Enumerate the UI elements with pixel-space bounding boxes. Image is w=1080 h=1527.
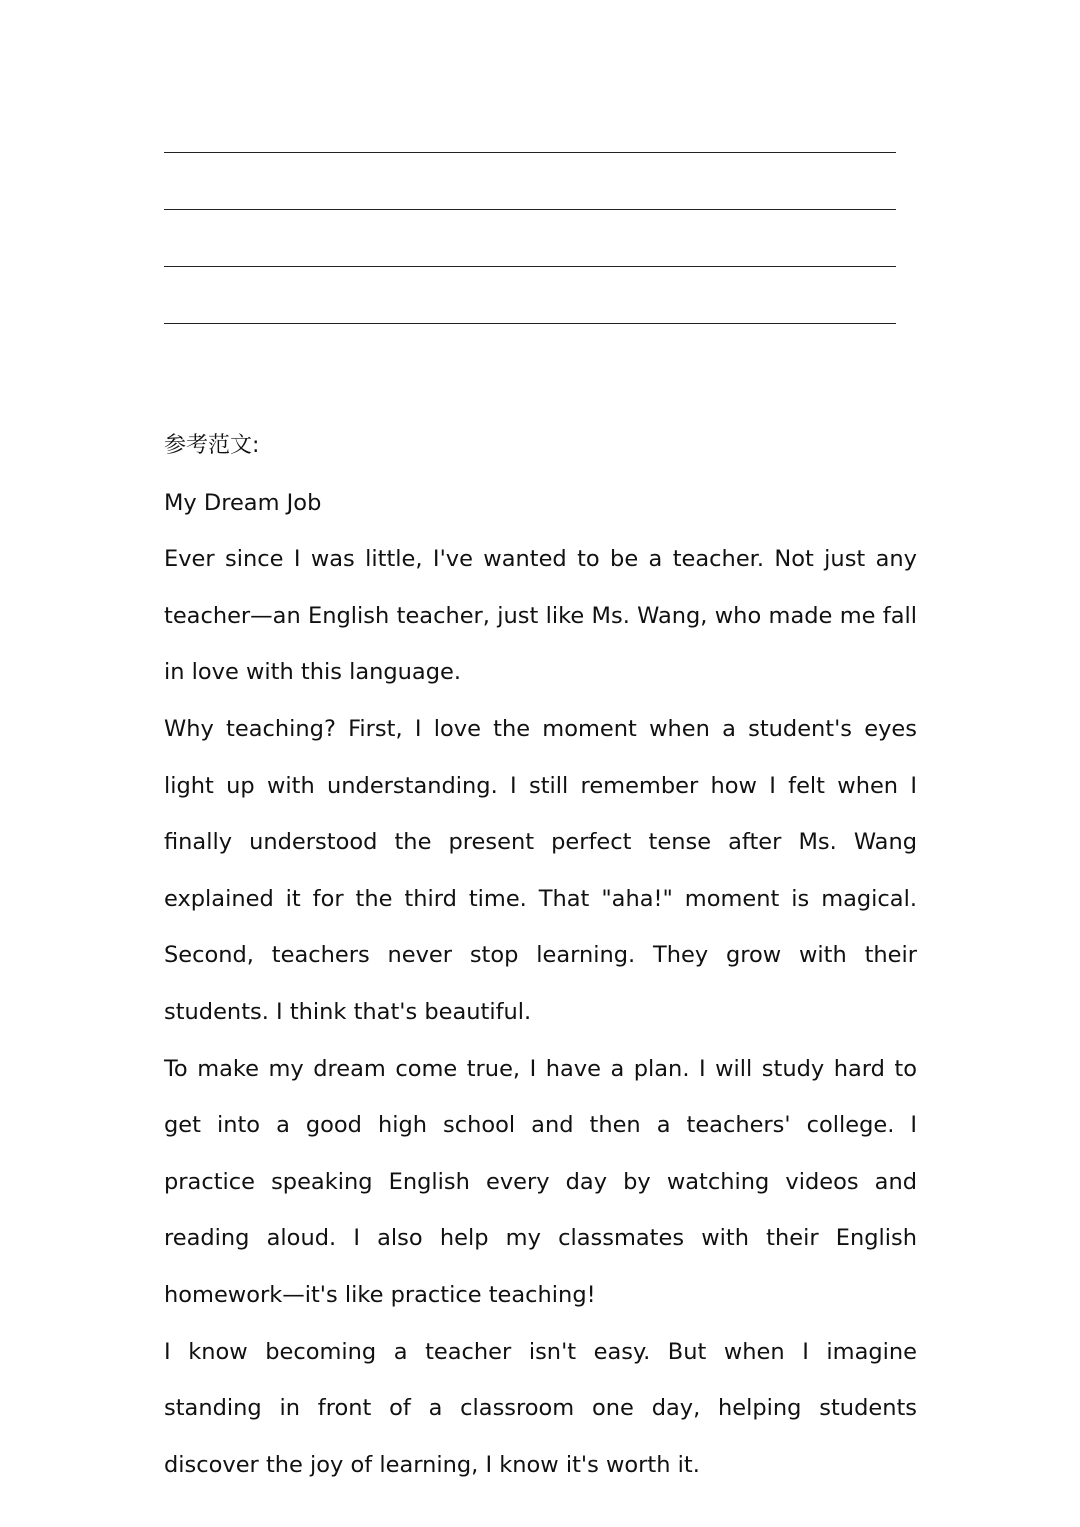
answer-line[interactable] [164, 152, 896, 153]
answer-lines [164, 152, 896, 380]
essay-paragraph: Why teaching? First, I love the moment when a student's eyes light up with understanding. I still remember how I felt when I finally understood the present perfect tense after Ms. Wang explained it for the third time. That "aha!" moment is magical. Second, teachers never stop learning. They grow with their students. I think that's beautiful. [164, 715, 917, 1025]
answer-line[interactable] [164, 266, 896, 267]
essay-paragraph: Ever since I was little, I've wanted to be a teacher. Not just any teacher—an English teacher, just like Ms. Wang, who made me fall in love with this language. [164, 546, 917, 686]
essay-title: My Dream Job [164, 489, 322, 516]
essay-paragraph: To make my dream come true, I have a plan. I will study hard to get into a good high school and then a teachers' college. I practice speaking English every day by watching videos and reading aloud. I also help my classmates with their English homework—it's like practice teaching! [164, 1055, 917, 1308]
answer-line[interactable] [164, 209, 896, 210]
essay-paragraph: I know becoming a teacher isn't easy. But when I imagine standing in front of a classroom one day, helping students discover the joy of learning, I know it's worth it. [164, 1338, 917, 1478]
reference-label: 参考范文: [164, 433, 260, 458]
reference-essay [164, 418, 917, 1493]
answer-line[interactable] [164, 323, 896, 324]
